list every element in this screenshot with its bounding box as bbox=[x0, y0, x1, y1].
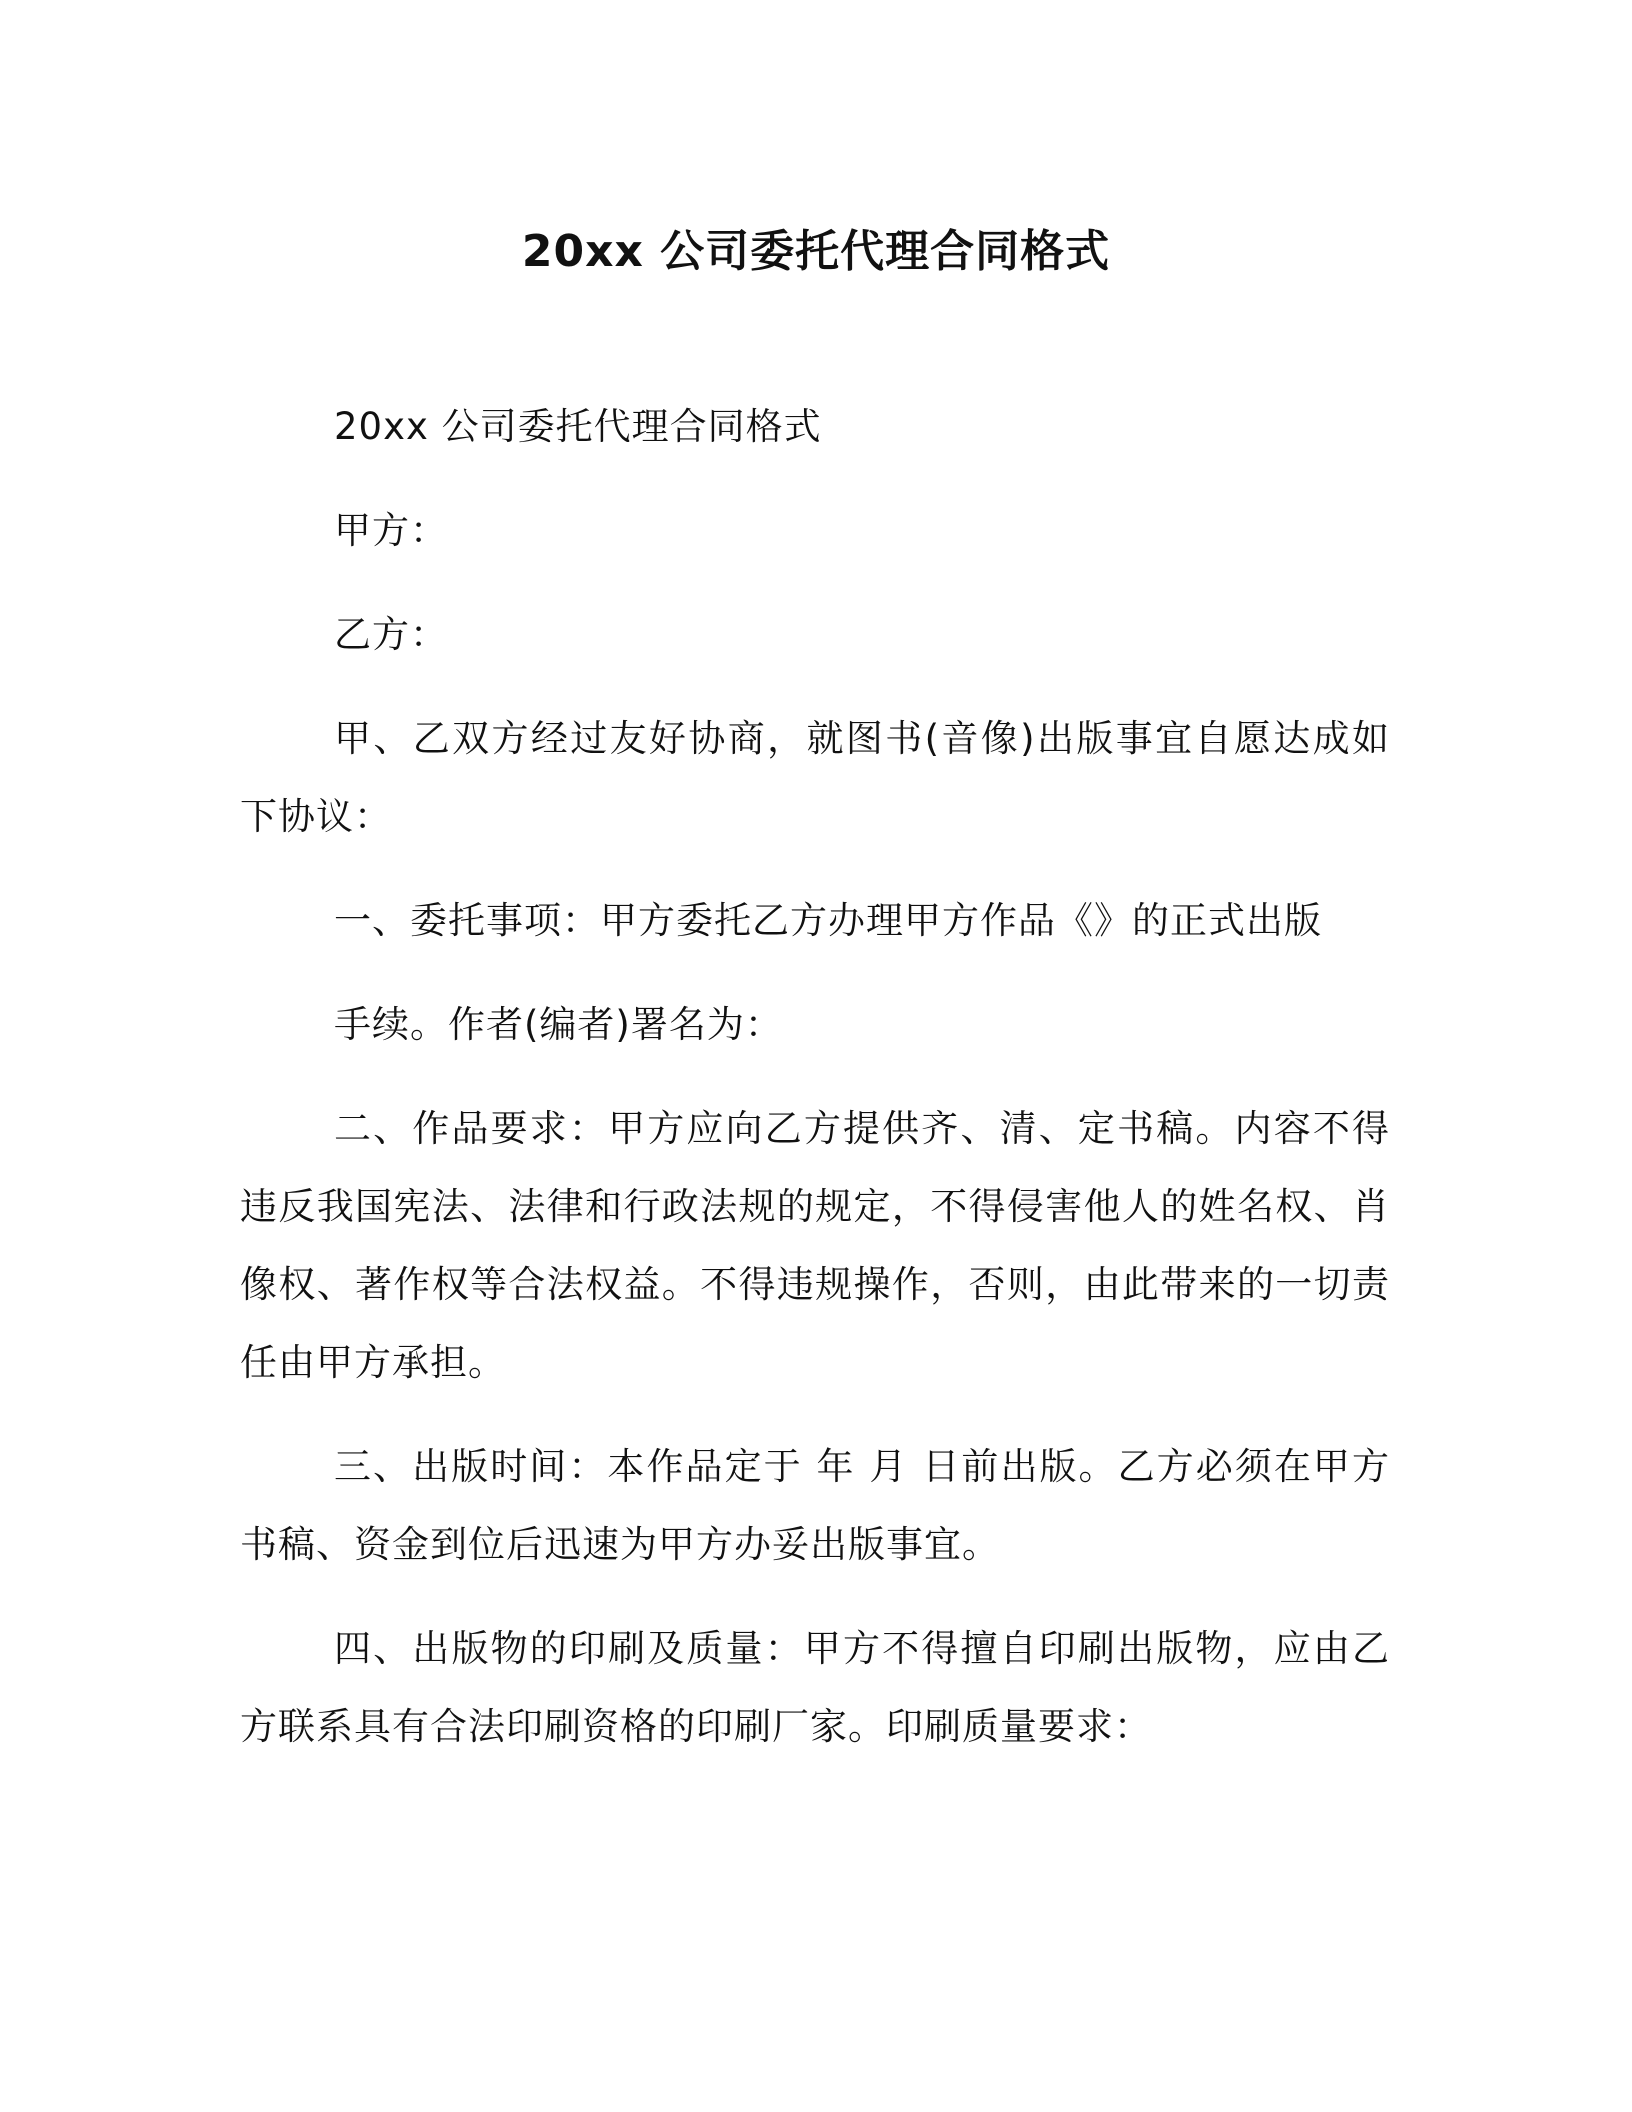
document-title: 20xx 公司委托代理合同格式 bbox=[521, 226, 1111, 277]
paragraph-clause-2: 二、作品要求：甲方应向乙方提供齐、清、定书稿。内容不得违反我国宪法、法律和行政法规的规定，不得侵害他人的姓名权、肖像权、著作权等合法权益。不得违规操作，否则，由此带来的一切责任由甲方承担。 bbox=[240, 1107, 1390, 1384]
paragraph-heading-repeat: 20xx 公司委托代理合同格式 bbox=[334, 405, 822, 448]
paragraph-clause-1: 一、委托事项：甲方委托乙方办理甲方作品《》的正式出版 bbox=[334, 899, 1322, 942]
paragraph-clause-1-continued: 手续。作者(编者)署名为： bbox=[334, 1003, 783, 1046]
paragraph-party-b: 乙方： bbox=[334, 613, 448, 656]
paragraph-preamble: 甲、乙双方经过友好协商，就图书(音像)出版事宜自愿达成如下协议： bbox=[240, 717, 1390, 838]
paragraph-clause-4: 四、出版物的印刷及质量：甲方不得擅自印刷出版物，应由乙方联系具有合法印刷资格的印刷厂家。印刷质量要求： bbox=[240, 1627, 1390, 1748]
document-body bbox=[240, 388, 1390, 1792]
paragraph-party-a: 甲方： bbox=[334, 509, 448, 552]
paragraph-clause-3: 三、出版时间：本作品定于 年 月 日前出版。乙方必须在甲方书稿、资金到位后迅速为甲方办妥出版事宜。 bbox=[240, 1445, 1390, 1566]
